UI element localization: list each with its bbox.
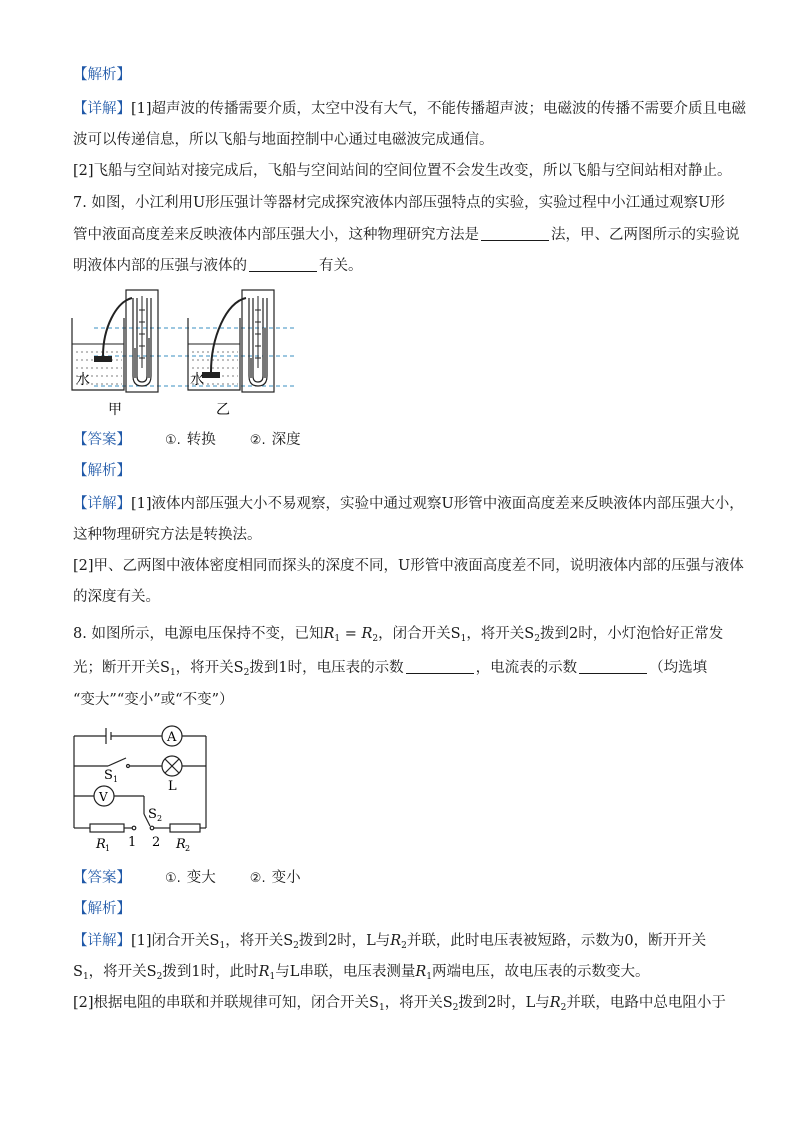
q8-text: [1]闭合开关S (131, 933, 220, 949)
q7-answer-1 (165, 430, 216, 451)
q8-sub: 2 (534, 634, 540, 644)
q8-sub: 2 (372, 634, 379, 644)
answer-number: ①. (165, 433, 181, 448)
q7-answer-2 (250, 430, 301, 451)
q8-answer-2 (250, 868, 301, 889)
q6-detail-line-1 (73, 99, 747, 119)
q8-text: = (340, 626, 362, 642)
answer-text: 变大 (186, 870, 216, 886)
q8-text: 8. 如图所示，电源电压保持不变，已知 (73, 626, 324, 642)
q8-var: R (361, 626, 373, 642)
q8-text: 光；断开开关S (73, 660, 170, 676)
q8-text: 拨到1时，此时 (162, 964, 259, 980)
q7-blank-1[interactable] (481, 226, 549, 241)
q8-text: S (73, 964, 83, 980)
s1-label: S (104, 768, 113, 783)
answer-text: 变小 (271, 870, 301, 886)
s2-label: S (148, 807, 157, 822)
q8-text: ，闭合开关S (378, 626, 461, 642)
q6-detail-text-1: [1]超声波的传播需要介质，太空中没有大气，不能传播超声波；电磁波的传播不需要介质且电磁 (131, 101, 747, 117)
q7-question-line-2 (73, 225, 740, 245)
answer-text: 深度 (271, 432, 301, 448)
q8-question-line-3: “变大”“变小”或“不变”） (73, 692, 234, 708)
q8-text: （均选填 (649, 660, 708, 676)
q8-text: [2]根据电阻的串联和并联规律可知，闭合开关S (73, 995, 379, 1011)
q8-text: 两端电压，故电压表的示数变大。 (432, 964, 650, 980)
answer-number: ①. (165, 871, 181, 886)
q7-question-line-1: 7. 如图，小江利用U形压强计等器材完成探究液体内部压强特点的实验，实验过程中小江通过观察U形 (73, 195, 725, 211)
q8-text: ，将开关S (88, 964, 157, 980)
q8-sub: 1 (426, 972, 433, 982)
q8-text: 与L串联，电压表测量 (275, 964, 416, 980)
q8-var: R (549, 995, 561, 1011)
q8-sub: 2 (401, 941, 407, 951)
q8-detail-label: 【详解】 (73, 933, 131, 949)
q8-answer-label: 【答案】 (73, 870, 131, 886)
q6-detail-line-3: [2]飞船与空间站对接完成后，飞船与空间站间的空间位置不会发生改变，所以飞船与空间站相对静止。 (73, 163, 732, 179)
answer-number: ②. (249, 433, 266, 448)
q8-answer-line (73, 868, 723, 889)
q8-answer-1 (165, 868, 216, 889)
q8-sub: 1 (378, 1003, 385, 1013)
q8-blank-1[interactable] (406, 659, 474, 674)
q8-var: R (415, 964, 427, 980)
q8-sub: 2 (243, 668, 250, 678)
resistor-r2-icon (170, 824, 200, 832)
q8-text: ，电流表的示数 (475, 660, 578, 676)
q8-sub: 2 (560, 1003, 567, 1013)
fig-water-label-a: 水 (76, 372, 90, 388)
fig-water-label-b: 水 (190, 372, 204, 388)
q8-analysis-label: 【解析】 (73, 901, 131, 917)
q6-detail-line-2: 波可以传递信息，所以飞船与地面控制中心通过电磁波完成通信。 (73, 132, 494, 148)
answer-number: ②. (249, 871, 266, 886)
q7-question-line-3 (73, 256, 723, 276)
ammeter-label: A (167, 730, 177, 745)
q8-var: R (323, 626, 335, 642)
q8-sub: 1 (269, 972, 276, 982)
q8-text: 并联，电路中总电阻小于 (566, 995, 726, 1011)
q8-text: 拨到2时，L与 (298, 933, 391, 949)
q7-detail-line-2: 这种物理研究方法是转换法。 (73, 527, 262, 543)
answer-text: 转换 (186, 432, 216, 448)
q7-detail-text-1: [1]液体内部压强大小不易观察，实验中通过观察U形管中液面高度差来反映液体内部压强大小， (131, 496, 744, 512)
r2-label: R (176, 837, 186, 852)
lamp-label: L (168, 779, 177, 794)
q8-sub: 1 (334, 634, 341, 644)
q8-detail-line-3 (73, 993, 726, 1013)
q7-text: 管中液面高度差来反映液体内部压强大小，这种物理研究方法是 (73, 227, 479, 243)
q7-analysis-label: 【解析】 (73, 463, 131, 479)
q7-answer-label: 【答案】 (73, 432, 131, 448)
q8-text: ，将开关S (225, 933, 294, 949)
fig-label-jia: 甲 (108, 402, 122, 418)
q7-detail-label: 【详解】 (73, 496, 131, 512)
circuit-diagram (66, 722, 216, 854)
q8-question-line-1 (73, 624, 723, 644)
pressure-gauge-figure (66, 288, 306, 418)
q8-sub: 2 (452, 1003, 459, 1013)
q6-detail-label: 【详解】 (73, 101, 131, 117)
q8-text: ，将开关S (466, 626, 535, 642)
q7-text: 明液体内部的压强与液体的 (73, 258, 247, 274)
s1-sub: 1 (113, 775, 119, 784)
q8-sub: 1 (219, 941, 226, 951)
r2-sub: 2 (185, 844, 191, 853)
q8-var: R (390, 933, 402, 949)
q8-blank-2[interactable] (579, 659, 647, 674)
q8-text: 拨到2时，L与 (458, 995, 550, 1011)
terminal-1-label: 1 (128, 835, 137, 850)
q8-sub: 1 (169, 668, 176, 678)
q8-sub: 1 (460, 634, 467, 644)
q7-detail-line-1 (73, 494, 744, 514)
q7-text: 法，甲、乙两图所示的实验说 (551, 227, 740, 243)
q7-detail-line-3: [2]甲、乙两图中液体密度相同而探头的深度不同，U形管中液面高度差不同，说明液体内部的压强与液体 (73, 558, 744, 574)
q8-text: 拨到2时，小灯泡恰好正常发 (539, 626, 724, 642)
q8-sub: 2 (156, 972, 163, 982)
q8-detail-line-1 (73, 931, 723, 951)
q8-text: ，将开关S (175, 660, 244, 676)
fig-label-yi: 乙 (216, 402, 230, 418)
q8-detail-line-2 (73, 962, 723, 982)
q8-text: 拨到1时，电压表的示数 (249, 660, 404, 676)
s2-sub: 2 (157, 814, 163, 823)
q7-text: 有关。 (319, 258, 363, 274)
q7-blank-2[interactable] (249, 257, 317, 272)
voltmeter-label: V (99, 790, 108, 804)
q8-text: ，将开关S (384, 995, 453, 1011)
q8-question-line-2 (73, 658, 723, 678)
q8-text: 并联，此时电压表被短路，示数为0，断开开关 (406, 933, 707, 949)
r1-label: R (96, 837, 106, 852)
resistor-r1-icon (90, 824, 124, 832)
r1-sub: 1 (105, 844, 111, 853)
q8-var: R (258, 964, 270, 980)
q8-sub: 2 (293, 941, 299, 951)
q8-sub: 1 (82, 972, 89, 982)
q6-analysis-label: 【解析】 (73, 67, 131, 83)
terminal-2-label: 2 (152, 835, 161, 850)
q7-answer-line (73, 430, 723, 451)
q7-detail-line-4: 的深度有关。 (73, 589, 160, 605)
